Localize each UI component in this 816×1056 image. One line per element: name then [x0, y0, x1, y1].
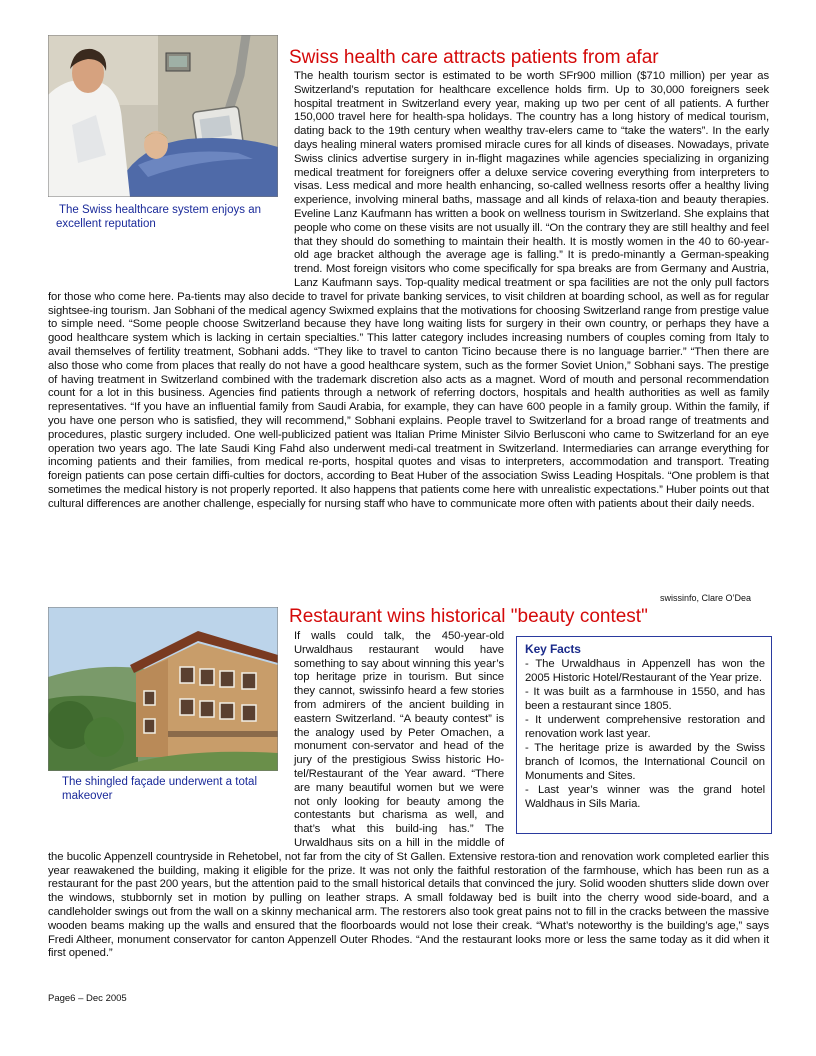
article1-headline: Swiss health care attracts patients from afar	[289, 47, 659, 68]
hospital-photo-caption: The Swiss healthcare system enjoys an excellent reputation	[56, 204, 261, 230]
farmhouse-photo-caption: The shingled façade underwent a total makeover	[62, 776, 257, 802]
key-fact-item: - Last year’s winner was the grand hotel Waldhaus in Sils Maria.	[525, 784, 765, 810]
article1-credit: swissinfo, Clare O’Dea	[660, 593, 752, 603]
article2-text: If walls could talk, the 450-year-old Urwaldhaus restaurant would have something to say about winning this year’s top heritage prize in tourism. But since they cannot, swissinfo heard a few stories from admirers of the ancient building in eastern Switzerland. “A beauty contest” is the analogy used by Peter Omachen, a monument con-servator and head of the jury of the prestigious Swiss historic Ho-tel/Restaurant of the Year award. “There are many beautiful women but we were not only looking for beauty among the contestants but charisma as well, and that’s what this build-ing has.” The Urwaldhaus sits on a hill in the middle of the bucolic Appenzell countryside in Rehetobel, not far from the city of St Gallen. Extensive restora-tion and renovation work completed earlier this year reawakened the building, making it eligible for the prize. It was not only the faithful restoration of the farmhouse, which has been run as a restaurant for the past 200 years, but the attention paid to the small historical details that convinced the jury. Solid wooden shutters slide down over the windows, stubbornly set in motion by pulling on leather straps. A small foldaway bed is built into the cherry wood side-board, and a candleholder swings out from the wall on a skinny mechanical arm. The restorers also took great pains not to fill in the cracks between the massive wooden beams making up the walls and ensured that the floorboards would not lose their creak. “What’s noteworthy is the building’s age,” says Fredi Altheer, monument conservator for canton Appenzell Outer Rhodes. “And the restaurant looks more or less the same today as it did when it first opened.”	[48, 630, 769, 960]
page-footer: Page6 – Dec 2005	[48, 993, 127, 1004]
key-fact-item: - It was built as a farmhouse in 1550, and has been a restaurant since 1805.	[525, 686, 765, 712]
article2-photo-wrap	[48, 630, 294, 844]
key-fact-item: - It underwent comprehensive restoration and renovation work last year.	[525, 714, 765, 740]
article1-text: The health tourism sector is estimated to be worth SFr900 million ($710 million) per year as Switzerland’s reputation for healthcare excellence holds firm. Up to 30,000 foreigners seek hospital treatment in Switzerland every year, making up two per cent of all patients. A further 150,000 travel here for health-spa holidays. The country has a long history of medical tourism, dating back to the 19th century when wealthy trav-elers came to “take the waters”. In the early days healing mineral waters promised miracle cures for all kinds of diseases. Nowadays, private Swiss clinics advertise surgery in in-flight magazines while agencies specializing in organizing medical treatment for foreigners offer a deluxe service covering everything from interpreters to visas. Less medical and more health enhancing, so-called wellness resorts offer a healthy living experience, involving mineral baths, massage and all kinds of relaxa-tion and beauty therapies. Eveline Lanz Kaufmann has written a book on wellness tourism in Switzerland. She explains that people who come on these visits are not usually ill. “On the contrary they are still healthy and feel that they should do something to maintain their health. It is mostly women in the 40 to 60-year-old age bracket although the average age is falling.” It is predo-minantly a German-speaking trend. Most foreign visitors who come specifically for spa breaks are from Germany and Austria, Lanz Kaufmann says. Top-quality medical treatment or spa facilities are not the only pull factors for those who come here. Pa-tients may also decide to travel for private banking services, to visit children at boarding school, as well as for regular sightsee-ing tourism. Jan Sobhani of the medical agency Swixmed explains that the motivations for choosing Switzerland range from prestige value to simple need. “Some people choose Switzerland because they have long waiting lists for surgery in their own country, or perhaps they have a good healthcare system which is lacking in certain specialties.” This latter category includes increasing numbers of couples coming from Italy to avail themselves of fertility treatment, Sobhani adds. “They like to travel to canton Ticino because there is no language barrier.” “Then there are also those who come from places that really do not have a good healthcare system, such as the former Soviet Union,” Sobhani says. The prestige of having treatment in Switzerland combined with the trademark discretion also acts as a magnet. Word of mouth and personal recommendation count for a lot in this business. Agencies find patients through a network of referring doctors, hospitals and health authorities as well as family representatives. “If you have an influential family from Saudi Arabia, for example, they can have 600 people in a family group. Within the family, if you have one person who is satisfied, they will recommend,” Sobhani explains. People travel to Switzerland for a broad range of treatments and procedures, plastic surgery included. One well-publicized patient was Italian Prime Minister Silvio Berlusconi who came to Switzerland for an eye operation two years ago. The late Saudi King Fahd also underwent medi-cal treatment in Switzerland. Intermediaries can arrange everything for incoming patients and their families, from medical re-ports, hospital quotes and visas to interpreters, accommodation and transport. Treating foreign patients can pose certain diffi-culties for doctors, according to Beat Huber of the association Swiss Leading Hospitals. “One problem is that sometimes the medical history is not properly reported. It also happens that patients come here with unrealistic expectations.” Huber points out that cultural differences are another challenge, especially for nursing staff who have to communicate more often with patients about their daily needs.	[48, 70, 769, 510]
key-facts-box	[516, 636, 772, 834]
article1-photo-wrap	[48, 70, 294, 290]
article2-body	[48, 630, 769, 961]
key-fact-item: - The Urwaldhaus in Appenzell has won the 2005 Historic Hotel/Restaurant of the Year prize.	[525, 658, 765, 684]
key-fact-item: - The heritage prize is awarded by the Swiss branch of Icomos, the International Council on Monuments and Sites.	[525, 742, 765, 782]
key-facts-title: Key Facts	[525, 642, 581, 656]
article2-headline: Restaurant wins historical "beauty contest"	[289, 606, 648, 627]
article1-body	[48, 70, 769, 512]
